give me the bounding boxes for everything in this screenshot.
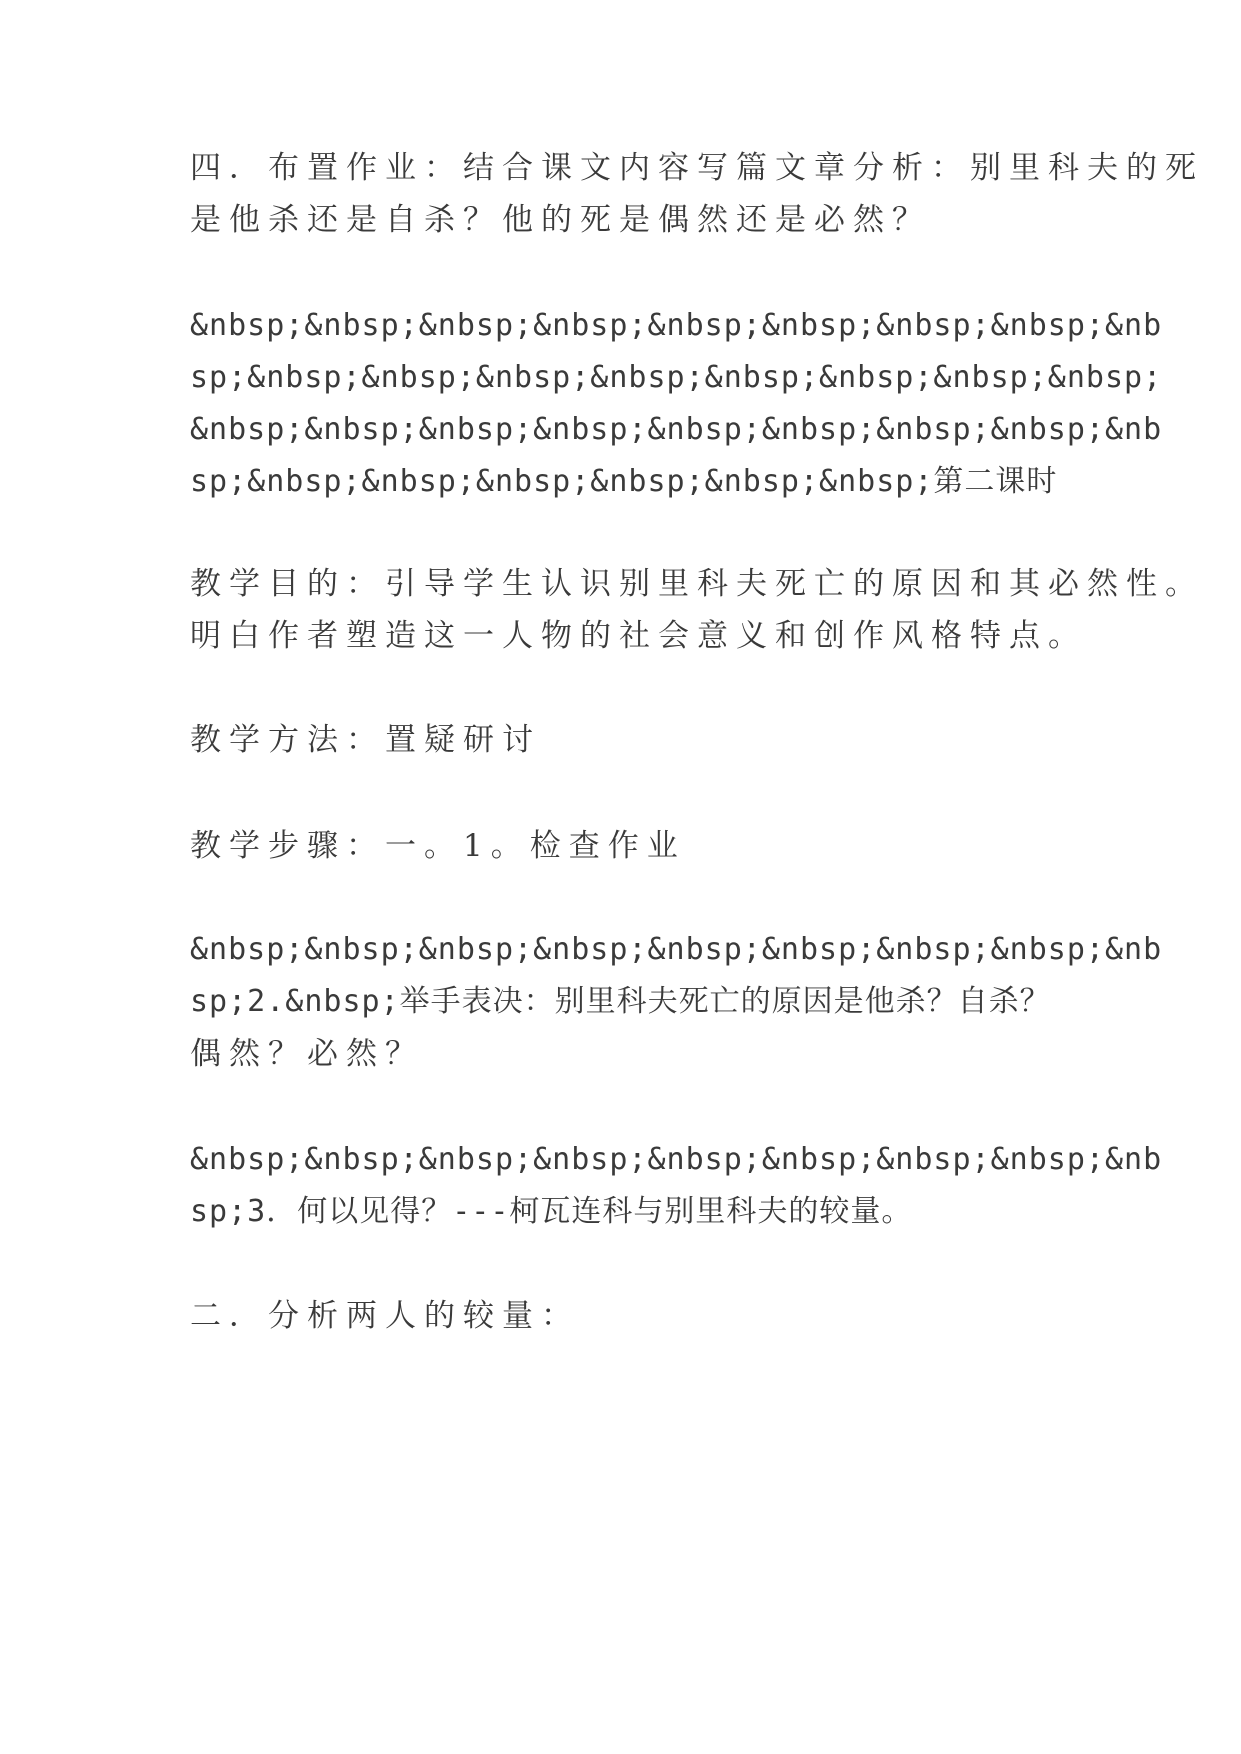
text-line: sp;3．何以见得？---柯瓦连科与别里科夫的较量。 <box>190 1194 913 1229</box>
text-line: sp;&nbsp;&nbsp;&nbsp;&nbsp;&nbsp;&nbsp;第二课时 <box>190 464 1058 499</box>
text-line: 教学目的：引导学生认识别里科夫死亡的原因和其必然性。 <box>190 566 1204 602</box>
text-line: &nbsp;&nbsp;&nbsp;&nbsp;&nbsp;&nbsp;&nbsp;&nbsp;&nb <box>190 308 1163 343</box>
text-line: sp;&nbsp;&nbsp;&nbsp;&nbsp;&nbsp;&nbsp;&nbsp;&nbsp; <box>190 360 1163 395</box>
text-line: &nbsp;&nbsp;&nbsp;&nbsp;&nbsp;&nbsp;&nbsp;&nbsp;&nb <box>190 412 1163 447</box>
text-line: 偶然？必然？ <box>190 1036 424 1072</box>
text-line: 四．布置作业：结合课文内容写篇文章分析：别里科夫的死 <box>190 150 1204 186</box>
text-line: 明白作者塑造这一人物的社会意义和创作风格特点。 <box>190 618 1087 654</box>
text-line: &nbsp;&nbsp;&nbsp;&nbsp;&nbsp;&nbsp;&nbsp;&nbsp;&nb <box>190 1142 1163 1177</box>
text-line: 是他杀还是自杀？他的死是偶然还是必然？ <box>190 202 931 238</box>
text-line: 教学步骤：一。1。检查作业 <box>190 828 686 864</box>
text-line: 教学方法：置疑研讨 <box>190 722 541 758</box>
text-line: 二．分析两人的较量： <box>190 1298 580 1334</box>
text-line: sp;2.&nbsp;举手表决：别里科夫死亡的原因是他杀？自杀？ <box>190 984 1051 1019</box>
text-line: &nbsp;&nbsp;&nbsp;&nbsp;&nbsp;&nbsp;&nbsp;&nbsp;&nb <box>190 932 1163 967</box>
